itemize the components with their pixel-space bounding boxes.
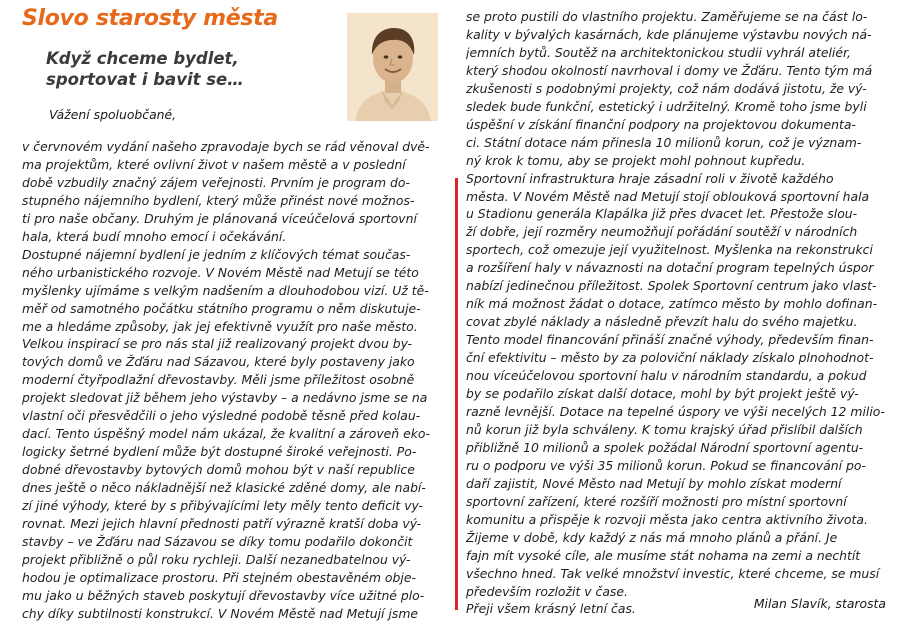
text-line: době vzbudily značný zájem veřejnosti. Prvním je program do- [22,174,410,190]
portrait-illustration [347,13,438,121]
text-line: mu jako u běžných staveb poskytují dřevostavby více užitné plo- [22,587,425,603]
article-title: Slovo starosty města [22,6,278,31]
text-line: sportovní zařízení, které rozšíří možnosti pro místní sportovní [466,493,847,509]
text-line: moderní čtyřpodlažní dřevostavby. Měli jsme příležitost osobně [22,372,415,388]
salutation: Vážení spoluobčané, [49,107,177,122]
text-line: myšlenky ujímáme s velkým nadšením a dlouhodobou vizí. Už tě- [22,282,429,298]
text-line: chy díky subtilnosti konstrukcí. V Novém Městě nad Metují jsme [22,605,419,621]
text-line: rovnat. Mezi jejich hlavní přednosti patří výrazně kratší doba vý- [22,516,422,532]
text-line: projekt sledovat již během jeho výstavby – a nedávno jsme se na [22,390,428,406]
article-subtitle [46,48,346,90]
text-line: vlastní oči přesvědčili o jeho výsledné podobě těsně před kolau- [22,408,421,424]
text-line: dnes ještě o něco nákladnější než klasické zděné domy, ale nabí- [22,480,426,496]
text-line: nou víceúčelovou sportovní halu v národním standardu, a pokud [466,368,867,384]
text-line: úspěšní v získání finanční podpory na projektovou dokumenta- [466,116,856,132]
text-line: sportech, což omezuje její využitelnost. Myšlenka na rekonstrukci [466,242,873,258]
text-line: stupného nájemního bydlení, který může přinést nové možnos- [22,192,415,208]
text-line: všechno hned. Tak velké množství investic, které chceme, se musí [466,565,880,581]
text-line: ník má možnost žádat o dotace, zatímco město by mohlo dofinan- [466,296,878,312]
text-line: me a hledáme způsoby, jak jej efektivně využít pro naše město. [22,318,418,334]
text-line: ční efektivitu – město by za poloviční náklady získalo plnohodnot- [466,350,874,366]
text-line: hodou je optimalizace prostoru. Při stejném obestavěném obje- [22,569,416,585]
text-line: stavby – ve Žďáru nad Sázavou se díky tomu podařilo dokončit [22,533,413,549]
subtitle-line-2: sportovat i bavit se… [46,70,244,89]
text-line: Žijeme v době, kdy každý z nás má mnoho plánů a přání. Je [466,529,838,545]
text-line: Přeji všem krásný letní čas. [466,601,636,617]
text-line: u Stadionu generála Klapálka již přes dvacet let. Přestože slou- [466,206,858,222]
text-line: Dostupné nájemní bydlení je jedním z klíčových témat součas- [22,246,411,262]
subtitle-line-1: Když chceme bydlet, [46,49,239,68]
text-line: ru o podporu ve výši 35 milionů korun. Pokud se financování po- [466,457,866,473]
text-line: nů korun již byla schváleny. K tomu krajský úřad přislíbil dalších [466,421,863,437]
text-line: a rozšíření haly v návaznosti na dotační program tepelných úspor [466,260,874,276]
text-line: daří zajistit, Nové Město nad Metují by mohlo získat moderní [466,475,842,491]
text-line: města. V Novém Městě nad Metují stojí oblouková sportovní hala [466,188,870,204]
text-line: by se podařilo získat další dotace, mohl by být projekt ještě vý- [466,386,859,402]
text-line: zkušenosti s podobnými projekty, což nám dodává jistotu, že vý- [466,80,867,96]
text-line: hala, která budí mnoho emocí i očekávání. [22,228,287,244]
text-line: covat zbylé náklady a následně převzít halu do svého majetku. [466,314,858,330]
signature: Milan Slavík, starosta [753,596,886,611]
text-line: dací. Tento úspěšný model nám ukázal, že kvalitní a zároveň eko- [22,426,430,442]
column-divider [455,178,458,610]
text-line: který shodou okolností navrhoval i domy ve Žďáru. Tento tým má [466,62,873,78]
text-line: v červnovém vydání našeho zpravodaje bych se rád věnoval dvě- [22,139,430,154]
text-line: tových domů ve Žďáru nad Sázavou, které byly postaveny jako [22,354,415,370]
text-line: kality v bývalých kasárnách, kde plánujeme výstavbu nových ná- [466,26,872,42]
text-line: fajn mít vysoké cíle, ale musíme stát nohama na zemi a nechtít [466,547,861,563]
mayor-portrait [347,13,438,121]
text-line: Sportovní infrastruktura hraje zásadní roli v životě každého [466,170,834,186]
text-line: měř od samotného počátku státního programu o něm diskutuje- [22,300,421,316]
text-line: ží dobře, její rozměry neumožňují pořádání soutěží v národních [466,224,858,240]
text-line: ci. Státní dotace nám přinesla 10 milionů korun, což je význam- [466,134,862,150]
text-line: dobné dřevostavby bytových domů mohou být v naší republice [22,462,415,478]
text-line: sledek bude funkční, estetický i udržitelný. Kromě toho jsme byli [466,98,867,114]
text-line: ti pro naše občany. Druhým je plánovaná víceúčelová sportovní [22,210,417,226]
text-line: komunitu a přispěje k rozvoji města jako centra aktivního života. [466,511,868,527]
text-line: jemních bytů. Soutěž na architektonickou studii vyhrál ateliér, [466,44,851,60]
text-line: Velkou inspirací se pro nás stal již realizovaný projekt dvou by- [22,336,412,352]
text-line: ma projektům, které ovlivní život v našem městě a v poslední [22,156,406,172]
left-column [22,138,450,623]
text-line: nabízí jedinečnou příležitost. Spolek Sportovní centrum jako vlast- [466,278,877,294]
text-line: především rozložit v čase. [466,583,628,599]
text-line: razně levnější. Dotace na tepelné úspory ve výši necelých 12 milio- [466,403,885,419]
text-line: Tento model financování přináší značné výhody, především finan- [466,332,874,348]
text-line: logicky šetrné bydlení může být dostupné široké veřejnosti. Po- [22,444,417,460]
right-column [466,8,888,618]
text-line: ný krok k tomu, aby se projekt mohl pohnout kupředu. [466,152,806,168]
text-line: ného urbanistického rozvoje. V Novém Městě nad Metují se této [22,264,419,280]
text-line: projekt přibližně o půl roku rychleji. Další nezanedbatelnou vý- [22,551,411,567]
text-line: se proto pustili do vlastního projektu. Zaměřujeme se na část lo- [466,9,868,24]
text-line: zí jiné výhody, které by s přibývajícími lety měly tento deficit vy- [22,498,423,514]
text-line: přibližně 10 milionů a spolek požádal Národní sportovní agentu- [466,439,864,455]
